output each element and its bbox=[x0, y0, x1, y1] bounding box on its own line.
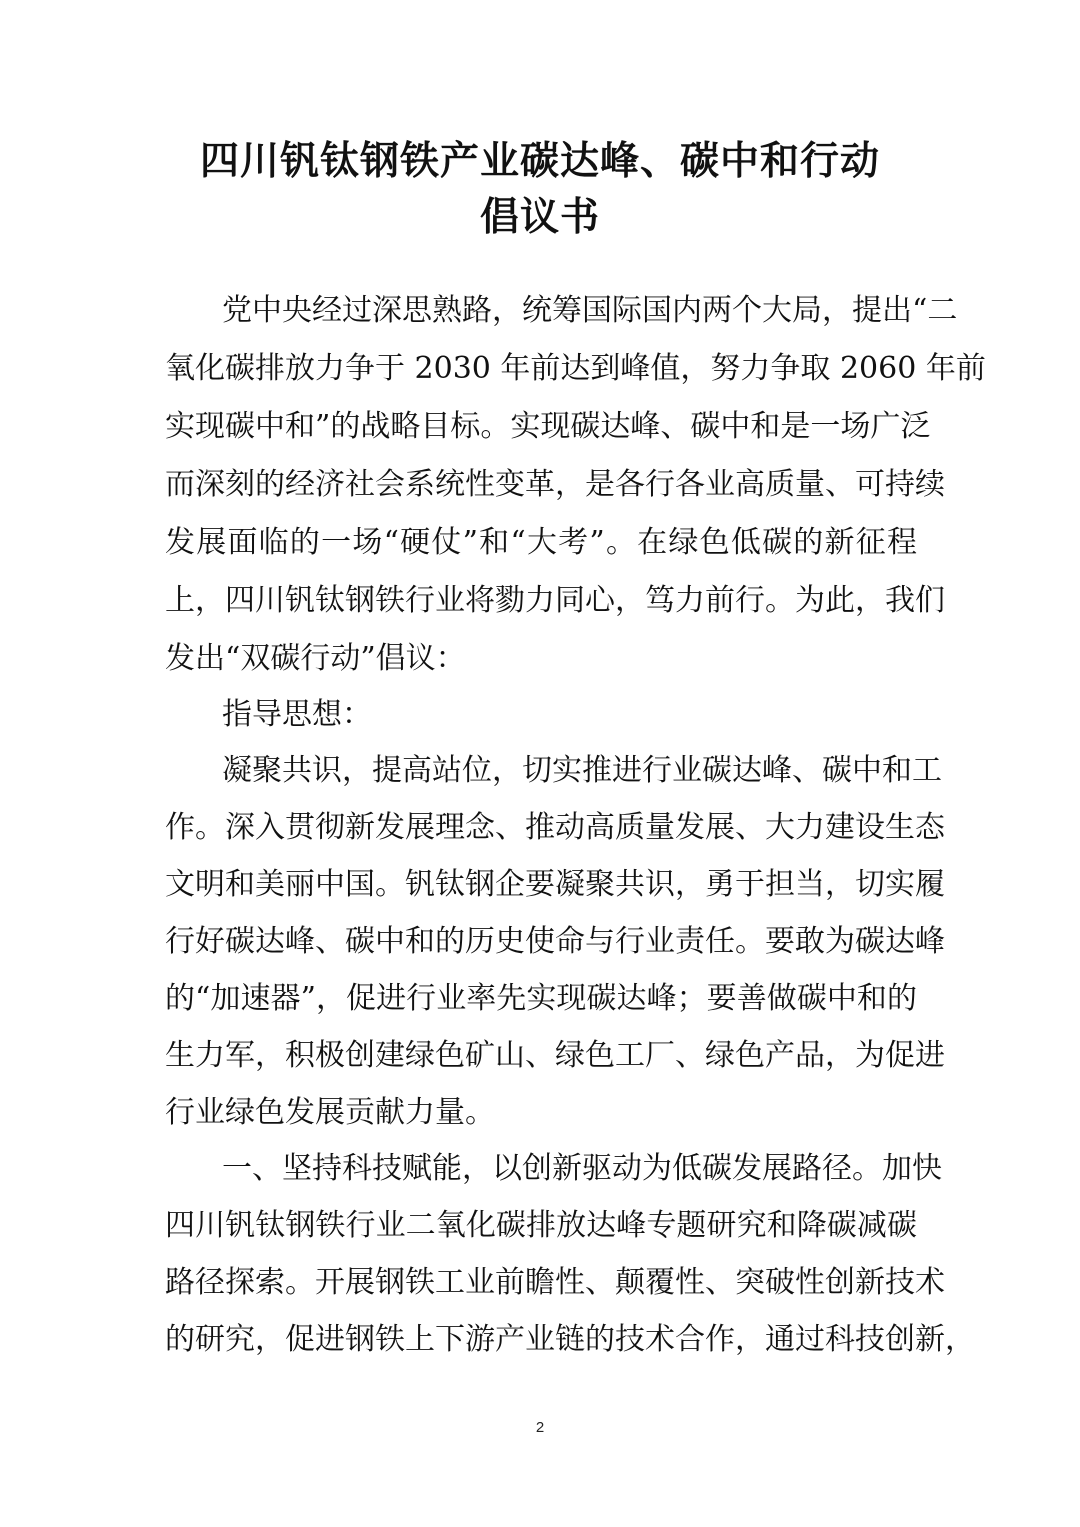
paragraph-1-line-7: 发出“双碳行动”倡议： bbox=[165, 641, 466, 676]
paragraph-1-line-6: 上，四川钒钛钢铁行业将勠力同心，笃力前行。为此，我们 bbox=[165, 583, 945, 618]
paragraph-3-line-4: 的研究，促进钢铁上下游产业链的技术合作，通过科技创新， bbox=[165, 1322, 975, 1357]
paragraph-2-line-3: 文明和美丽中国。钒钛钢企要凝聚共识，勇于担当，切实履 bbox=[165, 867, 945, 902]
paragraph-1-line-1: 党中央经过深思熟路，统筹国际国内两个大局，提出“二 bbox=[222, 293, 958, 328]
page-number: 2 bbox=[535, 1419, 545, 1436]
paragraph-1-line-2: 氧化碳排放力争于 2030 年前达到峰值，努力争取 2060 年前 bbox=[165, 351, 986, 386]
paragraph-1-line-5: 发展面临的一场“硬仗”和“大考”。在绿色低碳的新征程 bbox=[165, 525, 917, 560]
paragraph-1-line-3: 实现碳中和”的战略目标。实现碳达峰、碳中和是一场广泛 bbox=[165, 409, 931, 444]
paragraph-2-line-1: 凝聚共识，提高站位，切实推进行业碳达峰、碳中和工 bbox=[222, 753, 942, 788]
paragraph-3-line-3: 路径探索。开展钢铁工业前瞻性、颠覆性、突破性创新技术 bbox=[165, 1265, 945, 1300]
paragraph-2-line-5: 的“加速器”，促进行业率先实现碳达峰；要善做碳中和的 bbox=[165, 981, 917, 1016]
paragraph-2-line-6: 生力军，积极创建绿色矿山、绿色工厂、绿色产品，为促进 bbox=[165, 1038, 945, 1073]
paragraph-3-line-1: 一、坚持科技赋能，以创新驱动为低碳发展路径。加快 bbox=[222, 1151, 942, 1186]
document-title-line-2: 倡议书 bbox=[479, 195, 600, 240]
paragraph-3-line-2: 四川钒钛钢铁行业二氧化碳排放达峰专题研究和降碳减碳 bbox=[165, 1208, 917, 1243]
document-title-line-1: 四川钒钛钢铁产业碳达峰、碳中和行动 bbox=[199, 139, 880, 184]
paragraph-2-line-7: 行业绿色发展贡献力量。 bbox=[165, 1095, 495, 1130]
paragraph-2-line-4: 行好碳达峰、碳中和的历史使命与行业责任。要敢为碳达峰 bbox=[165, 924, 945, 959]
paragraph-2-line-2: 作。深入贯彻新发展理念、推动高质量发展、大力建设生态 bbox=[165, 810, 945, 845]
section-heading-guiding-thought: 指导思想： bbox=[222, 697, 372, 732]
paragraph-1-line-4: 而深刻的经济社会系统性变革，是各行各业高质量、可持续 bbox=[165, 467, 945, 502]
